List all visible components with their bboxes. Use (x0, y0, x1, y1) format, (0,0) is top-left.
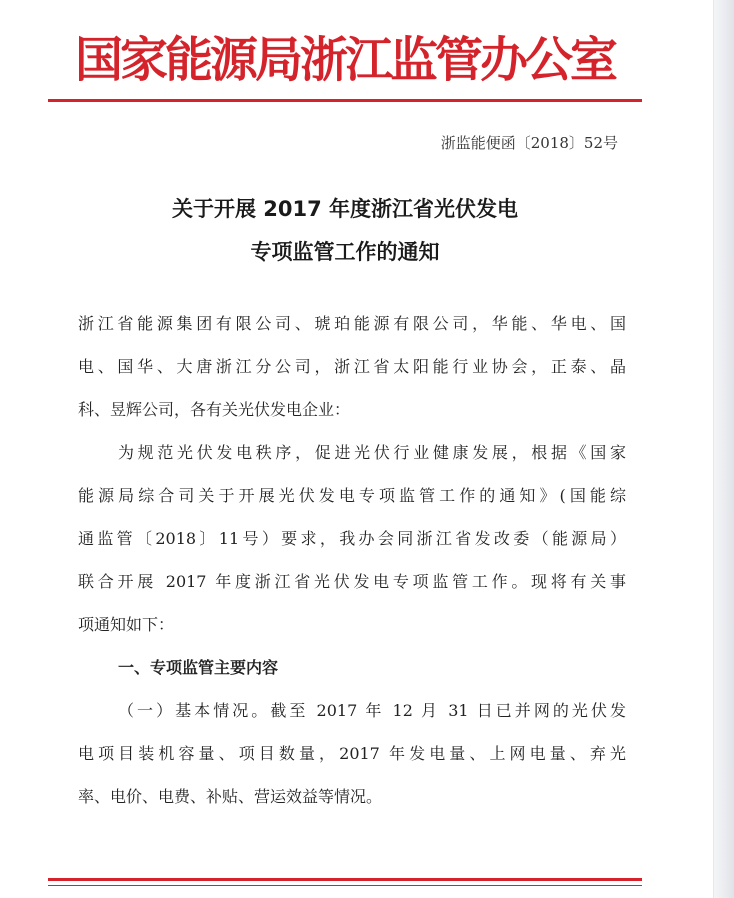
intro-paragraph-line: 能源局综合司关于开展光伏发电专项监管工作的通知》(国能综 (78, 486, 626, 505)
intro-paragraph-line: 联合开展 2017 年度浙江省光伏发电专项监管工作。现将有关事 (78, 572, 626, 591)
section-heading: 一、专项监管主要内容 (118, 658, 279, 677)
notice-title-line-1: 关于开展 2017 年度浙江省光伏发电 (171, 197, 519, 221)
document-number: 浙监能便函〔2018〕52号 (440, 134, 618, 152)
addressee-line: 浙江省能源集团有限公司、琥珀能源有限公司，华能、华电、国 (78, 314, 626, 333)
intro-paragraph-line: 为规范光伏发电秩序，促进光伏行业健康发展，根据《国家 (118, 443, 626, 462)
section-item-line: 电项目装机容量、项目数量，2017 年发电量、上网电量、弃光 (78, 744, 626, 763)
footer-red-rule-thin (48, 885, 642, 886)
addressee-line: 科、昱辉公司，各有关光伏发电企业： (78, 400, 351, 419)
intro-paragraph-line: 通监管〔2018〕11号）要求，我办会同浙江省发改委（能源局） (78, 529, 626, 548)
issuing-office-header: 国家能源局浙江监管办公室 (74, 32, 615, 88)
notice-body (78, 302, 626, 818)
scanner-edge-shadow (713, 0, 734, 898)
notice-title-line-2: 专项监管工作的通知 (250, 240, 440, 264)
section-item-line: （一）基本情况。截至 2017 年 12 月 31 日已并网的光伏发 (118, 701, 626, 720)
footer-red-rule (48, 878, 642, 881)
intro-paragraph-line: 项通知如下： (78, 615, 175, 634)
addressee-line: 电、国华、大唐浙江分公司，浙江省太阳能行业协会，正泰、晶 (78, 357, 626, 376)
header-red-rule (48, 99, 642, 102)
section-item-line: 率、电价、电费、补贴、营运效益等情况。 (78, 787, 383, 806)
